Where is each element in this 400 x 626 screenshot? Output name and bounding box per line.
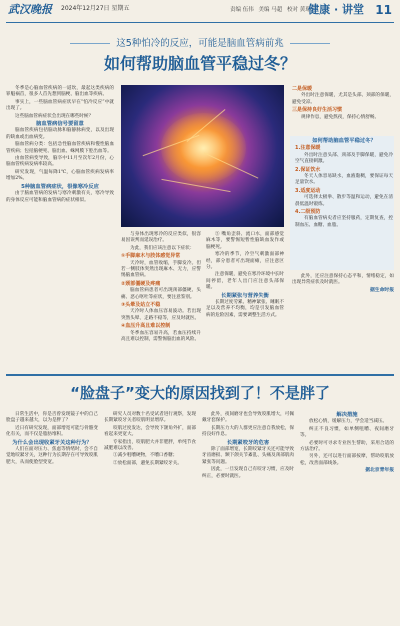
kicker-rule-left: [70, 43, 110, 44]
tip-heading: 2.保证饮水: [295, 166, 321, 173]
top-column-4: [292, 86, 394, 122]
editor-credit: 责编 伍伟: [230, 7, 254, 13]
paragraph: 放松心情，缓解压力，学会适当减压。: [309, 419, 388, 425]
tip-heading: 1.注意保暖: [295, 145, 321, 152]
paragraph: 事实上，一些脑血管病症状早在“怕冷反应”中就出现了。: [6, 99, 114, 112]
designer-credit: 美编 马超: [258, 7, 283, 13]
paragraph: 冬天人体容易缺水，血液黏稠，要保证每天足量饮水。: [295, 174, 393, 186]
paragraph: 纠正不良习惯，如单侧咀嚼、夜间磨牙等。: [300, 426, 394, 439]
subheading: 长期紧咬牙的危害: [226, 439, 270, 446]
subheading: 为什么会出现收紧牙关这种行为？: [12, 439, 92, 446]
paragraph: 脑血管疾病包括脑动脉和脑静脉病变，以及出现的缺血或出血病变。: [6, 128, 114, 140]
section-divider: [6, 374, 394, 376]
paragraph: 此外，还应注意保持心态平和，情绪稳定，如出现异常症状及时就医。: [292, 274, 394, 286]
paragraph: 冬季血压容易升高，若血压持续升高且难以控制，需警惕脑出血的风险。: [121, 330, 201, 343]
box-heading: 如何帮助脑血管平稳过冬？: [312, 138, 376, 144]
paragraph: 有脑血管病史者应坚持服药，定期复查，控制血压、血糖、血脂。: [295, 216, 393, 228]
paragraph: 由于脑血管病的发病与寒冷刺激有关，寒冷导致的身体反应可能和脑血管病的症状相似。: [6, 191, 114, 203]
paragraph: 必要时可寻求专业医生帮助，采用合适的方法治疗。: [300, 440, 394, 453]
paragraph: 咬肌过度发达，会导致下颌角外扩，面部看起来更宽大。: [104, 425, 196, 438]
paragraph: 日常生活中，你是否曾发现镜子中的自己脸盘子越来越大，以为是胖了？: [6, 412, 98, 424]
editor-credits: [230, 7, 314, 13]
brain-illustration: [121, 85, 284, 227]
bottom-column-1: [6, 412, 98, 467]
source-byline: 据生命时报: [370, 287, 394, 293]
tip-heading: 4.二级预防: [295, 209, 321, 216]
article-headline: 如何帮助脑血管平稳过冬？: [103, 54, 296, 73]
paragraph: 为此，我们应该注意以下症状：: [130, 245, 195, 251]
newspaper-page: [6, 2, 394, 624]
bottom-column-4: [300, 412, 394, 476]
masthead: [6, 2, 394, 23]
paragraph: 天冷时人体血压容易波动。若出现突然头晕、走路不稳等，应及时就医。: [121, 309, 201, 321]
paragraph: 冬季是心脑血管疾病的一道坎，最起这类疾病的罪魁祸首，很多人首先想到脑梗、脑出血等疾病。: [6, 86, 114, 98]
list-item: ①减少咀嚼硬物，不嚼口香糖；: [113, 453, 178, 459]
paragraph: 人们在面对压力、焦虑等情绪时，会不自觉地咬紧牙关，这种行为长期存在可导致咬肌肥大，从而使脸型变宽。: [6, 447, 98, 465]
kicker-text: 这5种怕冷的反应，可能是脑血管病前兆: [116, 38, 284, 49]
tip-heading: 三是保持良好生活习惯: [292, 107, 343, 114]
symptom-heading: ④血压升高且难以控制: [121, 323, 171, 330]
page-number: 11: [375, 3, 392, 17]
paragraph: 近日有研究发现，面部增宽可能与骨骼变化有关，而不仅是脂肪堆积。: [6, 425, 98, 438]
paragraph: 外出时注意头部、颈部及手脚保暖，避免冷空气直接刺激。: [295, 152, 393, 165]
paragraph: 长期过度劳累、精神紧张、睡眠不足以及营养不均衡，均是引发脑血管病的危险因素，需要调整生活方式。: [206, 300, 284, 318]
source-byline: 据北京青年报: [365, 468, 394, 474]
paragraph: ⑤ 嘴角歪斜、流口水，面部感觉麻木等，要警惕短暂性脑缺血发作或脑梗死。: [206, 232, 284, 250]
paragraph: 除了面部增宽，长期咬紧牙关还可能导致牙齿磨损、颞下颌关节紊乱、头痛及颈部肌肉紧张等问题。: [202, 447, 294, 465]
paragraph: 注意保暖，避免在寒冷环境中长时间停留，老年人出门应注意头部保暖。: [206, 272, 284, 291]
top-column-3: [206, 232, 284, 320]
paragraph: 脑血管病患者可出现颈部僵硬、头痛、恶心呕吐等症状，要注意鉴别。: [121, 288, 201, 300]
top-column-2: [121, 232, 201, 345]
paragraph: 脑血管病分类：包括急性脑血管疾病和慢性脑血管疾病；包括脑梗死、脑出血、蛛网膜下腔出血等。: [6, 142, 114, 154]
subheading: 长期紧张与营养失衡: [221, 292, 269, 299]
paragraph: 天冷时，血管收缩，手脚发冷。但若一侧肢体突然出现麻木、无力，应警惕脑血管病。: [121, 260, 201, 279]
issue-date: 2024年12月27日 星期五: [61, 5, 130, 12]
tips-box-content: [295, 138, 393, 230]
paragraph: 因此，一旦发现自己有咬牙习惯，应及时纠正，必要时就医。: [202, 467, 294, 479]
proofreader-credit: 校对 黄璟: [287, 7, 311, 13]
paragraph: 此外，夜间磨牙也会导致咬肌增大，可佩戴牙套保护。: [202, 412, 294, 424]
section-title: 健康 · 讲堂: [308, 3, 364, 16]
brain-glow: [161, 113, 246, 183]
paragraph: 长期压力大的人群更应注意自我放松，保持良好作息。: [202, 425, 294, 438]
paragraph: 与身体出现寒冷的反应类似，很容易因误判而延误治疗。: [121, 232, 201, 244]
paragraph: 规律作息，避免熬夜，保持心情舒畅。: [301, 114, 380, 120]
newspaper-logo: 武汉晚报: [8, 3, 52, 16]
paragraph: 研究人员对数十名受试者进行观察，发现长期紧咬牙关者咬肌明显增厚。: [104, 412, 196, 424]
bottom-article-headline: “脸盘子”变大的原因找到了！不是胖了: [70, 384, 330, 402]
bottom-column-2: [104, 412, 196, 468]
paragraph: 外出时注意保暖，尤其是头部、颈部的保暖，避免受凉。: [292, 93, 394, 105]
paragraph: 专家指出，咬肌肥大并非肥胖，单纯节食减肥难以改善。: [104, 439, 196, 452]
bottom-column-3: [202, 412, 294, 481]
top-column-4-end: [292, 274, 394, 295]
list-item: ②放松面部，避免长期紧咬牙关。: [113, 460, 182, 466]
paragraph: 可选择太极拳、散步等温和运动，避免在清晨低温时锻炼。: [295, 195, 393, 207]
kicker-rule-right: [290, 43, 330, 44]
article-kicker: [6, 38, 394, 50]
subheading: 5种脑血管病症状，很像寒冷反应: [21, 183, 99, 190]
paragraph: 寒冷的季节，冷空气刺激面部神经，部分患者可出现面瘫，应注意区分。: [206, 252, 284, 271]
paragraph: 这些脑血管病症状会出现在哪些时候？: [15, 113, 94, 119]
symptom-heading: ①手脚麻木与肢体感觉异常: [121, 253, 181, 260]
paragraph: 研究发现，气温每降1℃，心脑血管疾病发病率增加2%。: [6, 169, 114, 182]
paragraph: 由血管病变导致，脑卒中11月至次年2月份，心脑血管疾病发病率较高。: [6, 156, 114, 168]
subheading: 脑血管病信号要留意: [36, 121, 84, 128]
subheading: 解决措施: [336, 412, 358, 418]
tip-heading: 二是保暖: [292, 86, 313, 92]
paragraph: 另外，还可以进行面部按摩，帮助咬肌放松，改善面部线条。: [300, 454, 394, 466]
tip-heading: 3.适度运动: [295, 187, 321, 194]
symptom-heading: ②颈部僵硬及疼痛: [121, 280, 161, 287]
top-column-1: [6, 86, 114, 205]
symptom-heading: ③头晕及站立不稳: [121, 302, 161, 309]
